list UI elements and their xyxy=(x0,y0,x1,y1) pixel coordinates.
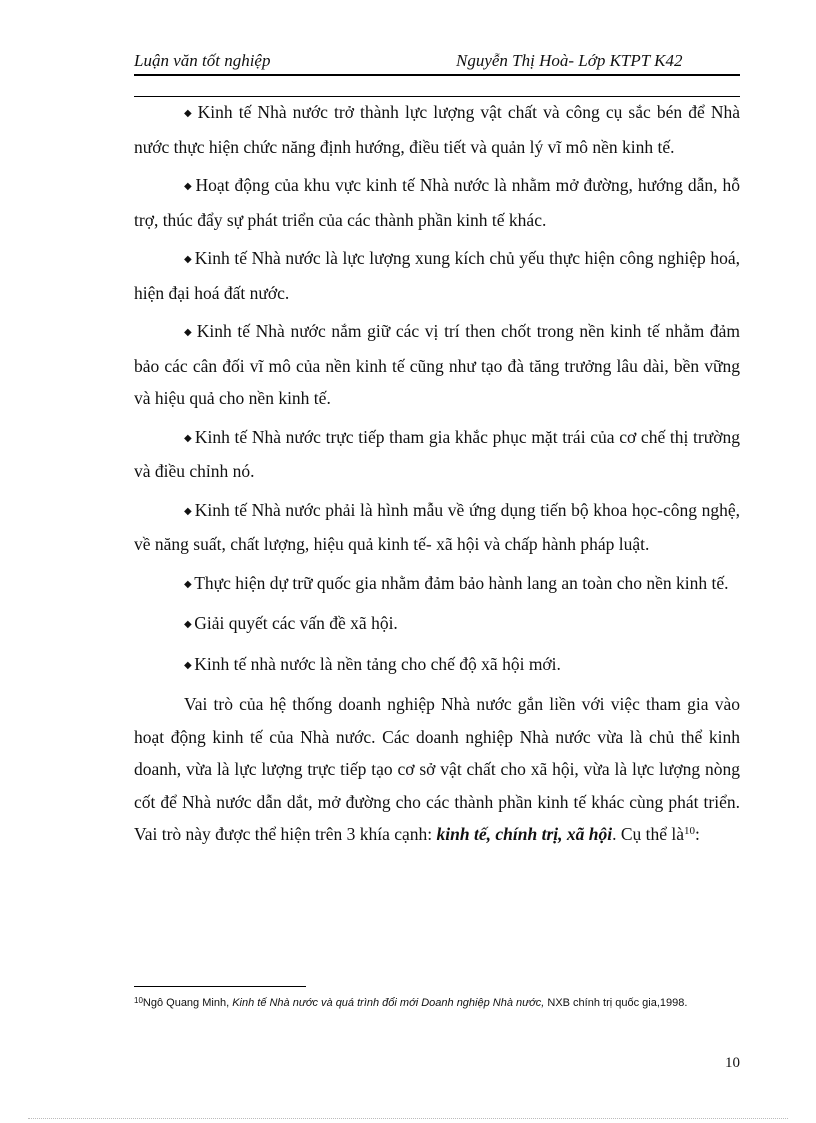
bullet-paragraph: ◆ Kinh tế Nhà nước là lực lượng xung kích chủ yếu thực hiện công nghiệp hoá, hiện đại hoá đất nước. xyxy=(134,242,740,309)
page-bottom-border xyxy=(28,1118,788,1119)
header-rule-thick xyxy=(134,74,740,76)
footnote-number: 10 xyxy=(134,996,143,1005)
bullet-paragraph: ◆ Giải quyết các vấn đề xã hội. xyxy=(134,607,740,642)
bullet-paragraph: ◆ Kinh tế Nhà nước nắm giữ các vị trí then chốt trong nền kinh tế nhằm đảm bảo các cân đối vĩ mô của nền kinh tế cũng như tạo đà tăng trưởng lâu dài, bền vững và hiệu quả cho nền kinh tế. xyxy=(134,315,740,415)
footnote-reference[interactable]: 10 xyxy=(684,825,696,837)
main-paragraph xyxy=(134,688,740,851)
bullet-paragraph: ◆ Kinh tế Nhà nước trở thành lực lượng vật chất và công cụ sắc bén để Nhà nước thực hiện chức năng định hướng, điều tiết và quản lý vĩ mô nền kinh tế. xyxy=(134,96,740,163)
footnote xyxy=(134,996,740,1011)
bullet-paragraph: ◆ Kinh tế Nhà nước phải là hình mẫu về ứng dụng tiến bộ khoa học-công nghệ, về năng suất, chất lượng, hiệu quả kinh tế- xã hội và chấp hành pháp luật. xyxy=(134,494,740,561)
header-thesis-label: Luận văn tốt nghiệp xyxy=(134,51,271,70)
bullet-paragraph: ◆ Thực hiện dự trữ quốc gia nhằm đảm bảo hành lang an toàn cho nền kinh tế. xyxy=(134,567,740,602)
bullet-paragraph: ◆ Kinh tế nhà nước là nền tảng cho chế độ xã hội mới. xyxy=(134,648,740,683)
main-paragraph-text: Vai trò của hệ thống doanh nghiệp Nhà nước gắn liền với việc tham gia vào hoạt động kinh tế của Nhà nước. Các doanh nghiệp Nhà nước vừa là chủ thể kinh doanh, vừa là lực lượng trực tiếp tạo cơ sở vật chất cho xã hội, vừa là lực lượng nòng cốt để Nhà nước dẫn dắt, mở đường cho các thành phần kinh tế khác cùng phát triển. Vai trò này được thể hiện trên 3 khía cạnh: xyxy=(134,694,740,844)
footnote-publisher: NXB chính trị quốc gia,1998. xyxy=(544,997,688,1009)
footnote-title: Kinh tế Nhà nước và quá trình đổi mới Doanh nghiệp Nhà nước, xyxy=(232,997,545,1009)
main-paragraph-end: : xyxy=(695,824,700,844)
bullet-paragraph: ◆ Kinh tế Nhà nước trực tiếp tham gia khắc phục mặt trái của cơ chế thị trường và điều chỉnh nó. xyxy=(134,421,740,488)
emphasis-aspects: kinh tế, chính trị, xã hội xyxy=(436,824,613,844)
page-number: 10 xyxy=(725,1055,740,1071)
bullet-paragraph: ◆ Hoạt động của khu vực kinh tế Nhà nước là nhằm mở đường, hướng dẫn, hỗ trợ, thúc đẩy sự phát triển của các thành phần kinh tế khác. xyxy=(134,169,740,236)
body-text xyxy=(134,96,740,857)
footnote-author: Ngô Quang Minh, xyxy=(142,997,233,1009)
footnote-separator xyxy=(134,986,306,987)
running-header xyxy=(134,48,740,74)
header-author-class: Nguyễn Thị Hoà- Lớp KTPT K42 xyxy=(456,51,683,70)
main-paragraph-tail: . Cụ thể là xyxy=(612,824,685,844)
